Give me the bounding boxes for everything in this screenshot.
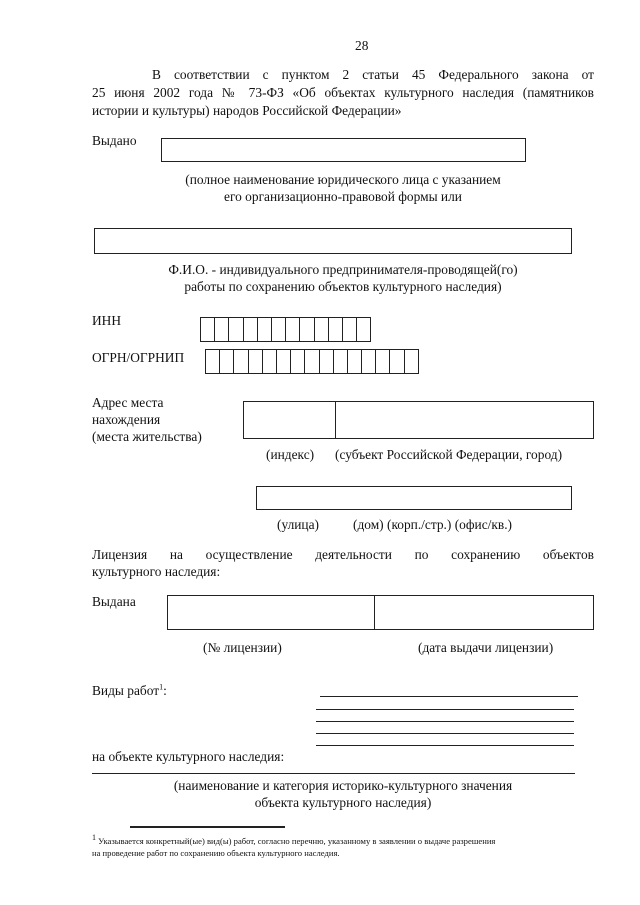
issued-name-field[interactable] [161,138,526,162]
digit-cell[interactable] [405,349,419,374]
digit-cell[interactable] [263,349,277,374]
intro-line-1: В соответствии с пунктом 2 статьи 45 Федерального закона от [152,67,594,82]
digit-cell[interactable] [272,317,286,342]
digit-cell[interactable] [215,317,229,342]
address-label-3: (места жительства) [92,429,202,444]
digit-cell[interactable] [229,317,243,342]
digit-cell[interactable] [334,349,348,374]
digit-cell[interactable] [320,349,334,374]
individual-name-field[interactable] [94,228,572,254]
issued-label: Выдано [92,133,137,148]
digit-cell[interactable] [362,349,376,374]
license-number-caption: (№ лицензии) [203,640,282,655]
works-line-1[interactable] [320,696,578,697]
object-caption-2: объекта культурного наследия) [254,795,432,810]
street-caption: (улица) [277,517,319,532]
works-line-4[interactable] [316,733,574,734]
digit-cell[interactable] [376,349,390,374]
digit-cell[interactable] [206,349,220,374]
individual-caption-2: работы по сохранению объектов культурного наследия) [184,279,502,294]
digit-cell[interactable] [286,317,300,342]
footnote-separator [130,826,285,828]
digit-cell[interactable] [249,349,263,374]
license-line-2: культурного наследия: [92,564,221,579]
inn-label: ИНН [92,313,122,328]
address-label-2: нахождения [92,412,161,427]
issued-caption-1: (полное наименование юридического лица с указанием [185,172,501,187]
digit-cell[interactable] [348,349,362,374]
digit-cell[interactable] [244,317,258,342]
footnote-line-2: на проведение работ по сохранению объекта культурного наследия. [92,848,340,858]
object-line[interactable] [92,773,575,774]
object-caption-1: (наименование и категория историко-культурного значения [173,778,513,793]
individual-caption-1: Ф.И.О. - индивидуального предпринимателя-проводящей(го) [168,262,518,277]
digit-cell[interactable] [234,349,248,374]
works-label: Виды работ$^1$: [92,682,167,698]
license-issued-label: Выдана [92,594,136,609]
address-divider [335,402,336,438]
address-street-field[interactable] [256,486,572,510]
region-caption: (субъект Российской Федерации, город) [335,447,563,462]
inn-cells[interactable] [200,317,371,342]
object-label: на объекте культурного наследия: [92,749,285,764]
works-line-2[interactable] [316,709,574,710]
digit-cell[interactable] [329,317,343,342]
license-date-caption: (дата выдачи лицензии) [418,640,554,655]
digit-cell[interactable] [343,317,357,342]
address-index-region-field[interactable] [243,401,594,439]
footnote-line-1: $^1$ Указывается конкретный(ые) вид(ы) работ, согласно перечню, указанному в заявлении о выдаче разрешения [92,833,496,846]
address-label-1: Адрес места [92,395,164,410]
page-number: 28 [355,38,369,53]
house-caption: (дом) (корп./стр.) (офис/кв.) [353,517,513,532]
digit-cell[interactable] [357,317,371,342]
works-line-3[interactable] [316,721,574,722]
digit-cell[interactable] [277,349,291,374]
digit-cell[interactable] [258,317,272,342]
license-line-1: Лицензия на осуществление деятельности по сохранению объектов [92,547,594,562]
intro-line-3: истории и культуры) народов Российской Федерации» [92,103,402,118]
intro-line-2: 25 июня 2002 года № 73-ФЗ «Об объектах культурного наследия (памятников [92,85,594,100]
index-caption: (индекс) [266,447,315,462]
digit-cell[interactable] [300,317,314,342]
digit-cell[interactable] [305,349,319,374]
footnote-mark: 1 [159,682,164,692]
license-divider [374,596,375,629]
ogrn-cells[interactable] [205,349,419,374]
digit-cell[interactable] [390,349,404,374]
digit-cell[interactable] [201,317,215,342]
ogrn-label: ОГРН/ОГРНИП [92,350,185,365]
digit-cell[interactable] [315,317,329,342]
license-field[interactable] [167,595,594,630]
digit-cell[interactable] [220,349,234,374]
issued-caption-2: его организационно-правовой формы или [224,189,462,204]
digit-cell[interactable] [291,349,305,374]
works-line-5[interactable] [316,745,574,746]
